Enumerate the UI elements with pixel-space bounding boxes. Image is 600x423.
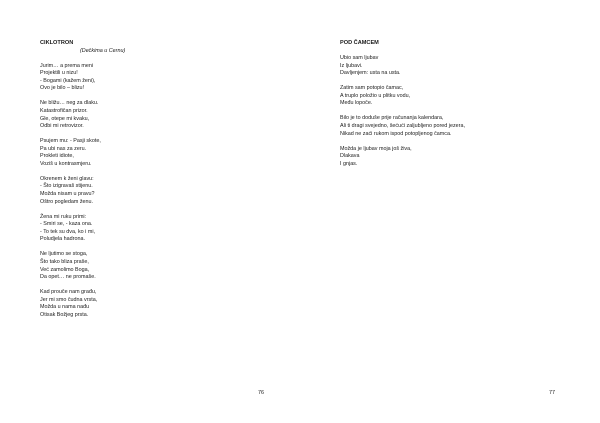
poem-line: Možda u nama nađu — [40, 304, 90, 311]
poem-line: I gnjas. — [340, 160, 358, 167]
poem-line: Možda nisam u pravu? — [40, 191, 95, 198]
poem-line: Među lopoče. — [340, 100, 373, 107]
poem-line: Pa ubi nas za zeru. — [40, 145, 87, 152]
poem-line: Ne bližu… neg za dlaku. — [40, 100, 99, 107]
poem-line: Nikad ne zaći rukom ispod potopljenog čamca. — [340, 130, 452, 137]
poem-line: Davljenjem: usta na usta. — [340, 70, 401, 77]
poem-line: Kad prouče nam građu, — [40, 289, 97, 296]
right-page — [300, 0, 600, 423]
poem-line: - Što izigravaš stijenu. — [40, 183, 93, 190]
poem-title: CIKLOTRON — [40, 40, 74, 46]
page-number-right: 77 — [549, 390, 555, 396]
poem-line: Okrenem k ženi glavu: — [40, 175, 94, 182]
poem-line: Što tako bliza praše, — [40, 259, 89, 265]
poem-line: Dlakava — [340, 153, 360, 160]
poem-line: Ne ljutimo se stoga, — [40, 251, 88, 258]
poem-line: Da opet… ne promaše. — [40, 274, 96, 281]
poem-line: Odbi mi retrovizor. — [40, 123, 84, 130]
poem-line: Žena mi ruku primi: — [40, 213, 87, 220]
poem-line: Psujem mu: - Pasji skote, — [40, 138, 101, 145]
poem-line: Voziš u kontrasmjeru. — [40, 160, 92, 167]
stanza — [340, 146, 580, 169]
stanza-list — [340, 55, 580, 168]
page-number-left: 76 — [258, 390, 264, 396]
poem-line: Katastrofičan prizor. — [40, 107, 88, 114]
poem-dedication: (Dečkima u Cernu) — [80, 47, 126, 54]
poem-ciklotron — [40, 40, 280, 320]
stanza — [40, 251, 280, 281]
poem-line: Ovo je bilo – blizu! — [40, 85, 85, 92]
stanza — [40, 214, 280, 244]
stanza — [40, 100, 280, 130]
poem-line: Već zamolimo Boga, — [40, 266, 90, 273]
poem-line: - Bogami (kažem ženi), — [40, 77, 96, 84]
poem-line: Jer mi smo čudna vrsta, — [40, 296, 98, 303]
stanza-list — [40, 63, 280, 320]
poem-line: Iz ljubavi. — [340, 62, 363, 69]
stanza — [40, 176, 280, 206]
poem-line: Prokleti idiote, — [40, 153, 74, 160]
poem-line: Jurim… a prema meni — [40, 62, 94, 69]
poem-line: Ubio sam ljubav — [340, 54, 379, 61]
poem-line: Možda je ljubav moja još živa, — [340, 145, 412, 152]
poem-pod-camcem — [340, 40, 580, 168]
poem-line: A truplo položio u plitku vodu, — [340, 92, 411, 99]
poem-line: Ali ti dragi svejedno, šećući zaljubljeno pored jezera, — [340, 122, 465, 129]
poem-line: Zatim sam potopio čamac, — [340, 85, 404, 92]
poem-line: Oštro pogledam ženu. — [40, 198, 94, 205]
poem-line: Otisak Božjeg prsta. — [40, 311, 89, 318]
poem-line: Gle, otepe mi kvaku, — [40, 115, 90, 122]
poem-line: Bilo je to doduše prije računanja kalendara, — [340, 115, 444, 122]
stanza — [340, 85, 580, 108]
stanza — [340, 115, 580, 138]
poem-line: - Smiri se, - kaza ona. — [40, 221, 93, 228]
stanza — [340, 55, 580, 78]
poem-line: Projektili u nizu! — [40, 70, 78, 77]
stanza — [40, 138, 280, 168]
poem-line: Poludjela hadrona. — [40, 236, 85, 243]
poem-title: POD ČAMCEM — [340, 40, 379, 46]
stanza — [40, 289, 280, 319]
stanza — [40, 63, 280, 93]
poem-line: - To tek su dva, ko i mi, — [40, 228, 96, 235]
